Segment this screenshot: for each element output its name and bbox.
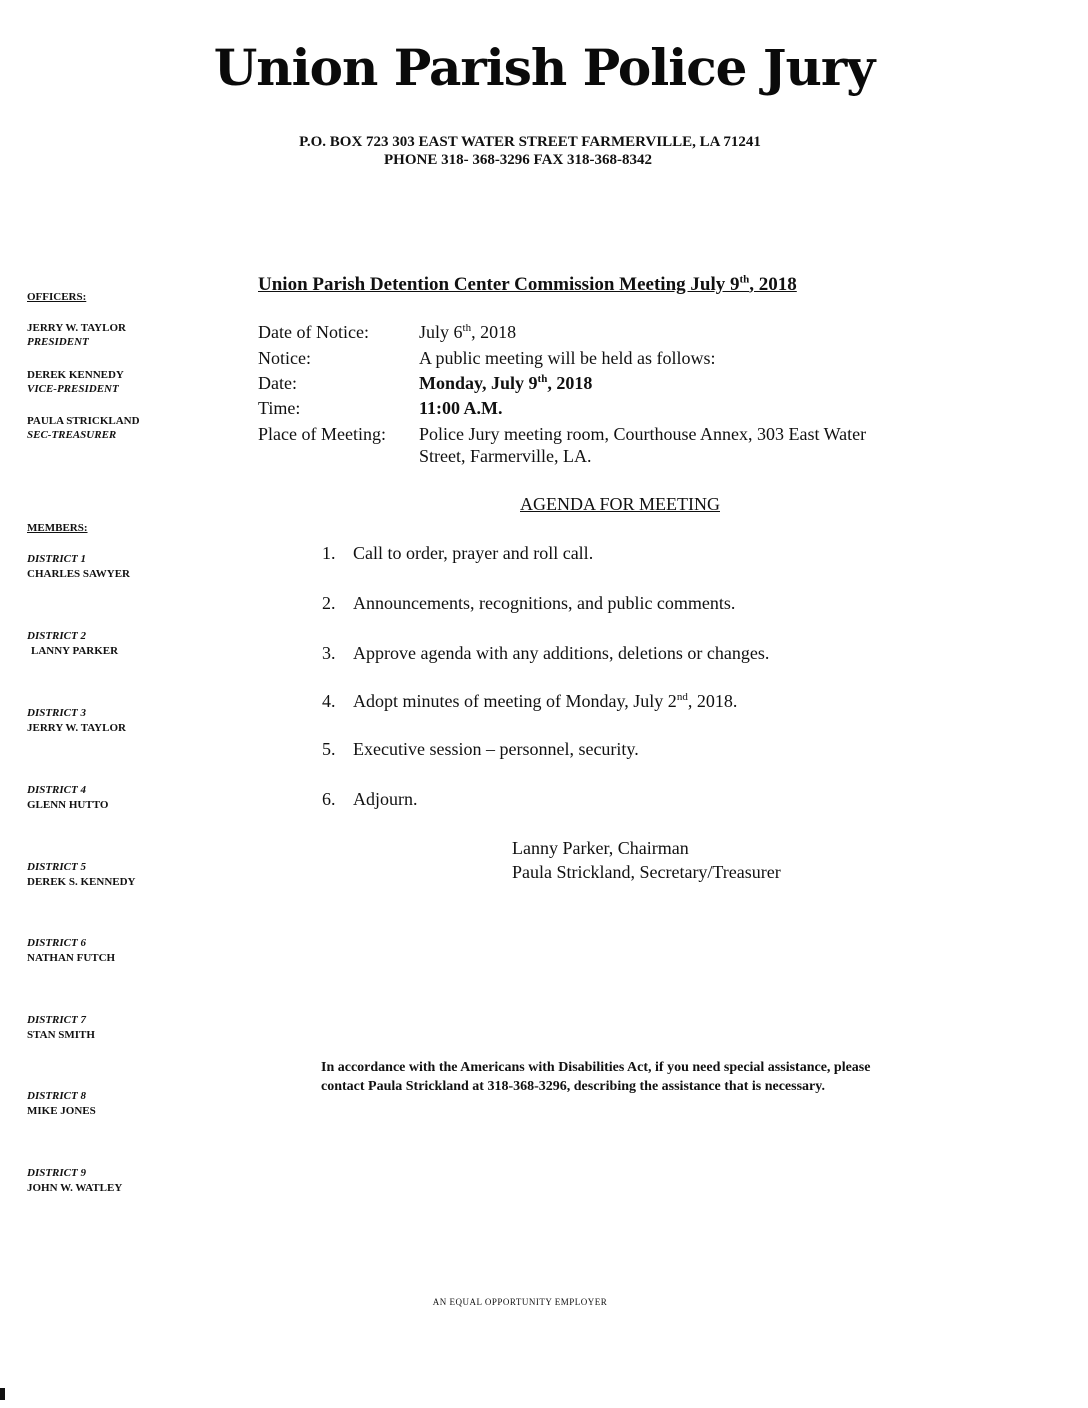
- meeting-title: Union Parish Detention Center Commission Meeting July 9th, 2018: [258, 273, 797, 295]
- member-name: GLENN HUTTO: [27, 799, 109, 811]
- agenda-item: 6. Adjourn.: [322, 789, 418, 809]
- notice-date-label: Date of Notice:: [258, 322, 369, 342]
- notice-row: [258, 346, 715, 370]
- place-label: Place of Meeting:: [258, 424, 386, 444]
- member-district: DISTRICT 4: [27, 784, 86, 796]
- notice-date-value: July 6th, 2018: [419, 322, 517, 342]
- time-row: [258, 396, 503, 420]
- letterhead-title: Union Parish Police Jury: [213, 38, 875, 97]
- time-value: 11:00 A.M.: [419, 398, 503, 418]
- member-name: CHARLES SAWYER: [27, 568, 130, 580]
- officer-name: DEREK KENNEDY: [27, 369, 124, 381]
- phone-fax-line: PHONE 318- 368-3296 FAX 318-368-8342: [383, 152, 653, 168]
- officer-role: VICE-PRESIDENT: [27, 383, 119, 395]
- secretary-signature: Paula Strickland, Secretary/Treasurer: [512, 862, 781, 882]
- members-heading: MEMBERS:: [27, 522, 88, 534]
- agenda-item: 5. Executive session – personnel, security.: [322, 739, 639, 759]
- date-value: Monday, July 9th, 2018: [419, 373, 593, 393]
- officer-name: JERRY W. TAYLOR: [27, 322, 126, 334]
- officer-role: SEC-TREASURER: [27, 429, 117, 441]
- member-name: MIKE JONES: [27, 1105, 96, 1117]
- member-district: DISTRICT 2: [27, 630, 86, 642]
- place-value-line2: Street, Farmerville, LA.: [419, 446, 592, 466]
- place-row: [258, 422, 866, 446]
- notice-label: Notice:: [258, 348, 311, 368]
- time-label: Time:: [258, 398, 301, 418]
- address-line: P.O. BOX 723 303 EAST WATER STREET FARMERVILLE, LA 71241: [299, 134, 761, 150]
- member-name: JOHN W. WATLEY: [27, 1182, 123, 1194]
- scan-mark: [0, 1388, 5, 1400]
- member-district: DISTRICT 7: [27, 1014, 86, 1026]
- agenda-heading: AGENDA FOR MEETING: [520, 494, 720, 514]
- agenda-item: 4. Adopt minutes of meeting of Monday, July 2nd, 2018.: [322, 691, 738, 711]
- date-row: [258, 371, 592, 395]
- member-district: DISTRICT 5: [27, 861, 86, 873]
- footer-employer-statement: AN EQUAL OPPORTUNITY EMPLOYER: [432, 1297, 608, 1307]
- member-name: DEREK S. KENNEDY: [27, 876, 136, 888]
- member-district: DISTRICT 8: [27, 1090, 86, 1102]
- notice-value: A public meeting will be held as follows:: [419, 348, 716, 368]
- member-name: JERRY W. TAYLOR: [27, 722, 126, 734]
- member-name: NATHAN FUTCH: [27, 952, 116, 964]
- member-district: DISTRICT 6: [27, 937, 86, 949]
- member-district: DISTRICT 9: [27, 1167, 86, 1179]
- officer-role: PRESIDENT: [27, 336, 89, 348]
- agenda-item: 1. Call to order, prayer and roll call.: [322, 543, 594, 563]
- member-district: DISTRICT 3: [27, 707, 86, 719]
- agenda-item: 2. Announcements, recognitions, and public comments.: [322, 593, 736, 613]
- officers-heading: OFFICERS:: [27, 291, 87, 303]
- member-name: LANNY PARKER: [31, 645, 119, 657]
- member-name: STAN SMITH: [27, 1029, 95, 1041]
- chairman-signature: Lanny Parker, Chairman: [512, 838, 689, 858]
- date-label: Date:: [258, 373, 297, 393]
- agenda-item: 3. Approve agenda with any additions, deletions or changes.: [322, 643, 770, 663]
- place-value-line1: Police Jury meeting room, Courthouse Annex, 303 East Water: [419, 424, 867, 444]
- notice-date-row: [258, 320, 516, 344]
- officer-name: PAULA STRICKLAND: [27, 415, 140, 427]
- member-district: DISTRICT 1: [27, 553, 86, 565]
- ada-notice: In accordance with the Americans with Disabilities Act, if you need special assistance, please contact Paula Strickland at 318-368-3296, describing the assistance that is necessary.: [321, 1060, 871, 1094]
